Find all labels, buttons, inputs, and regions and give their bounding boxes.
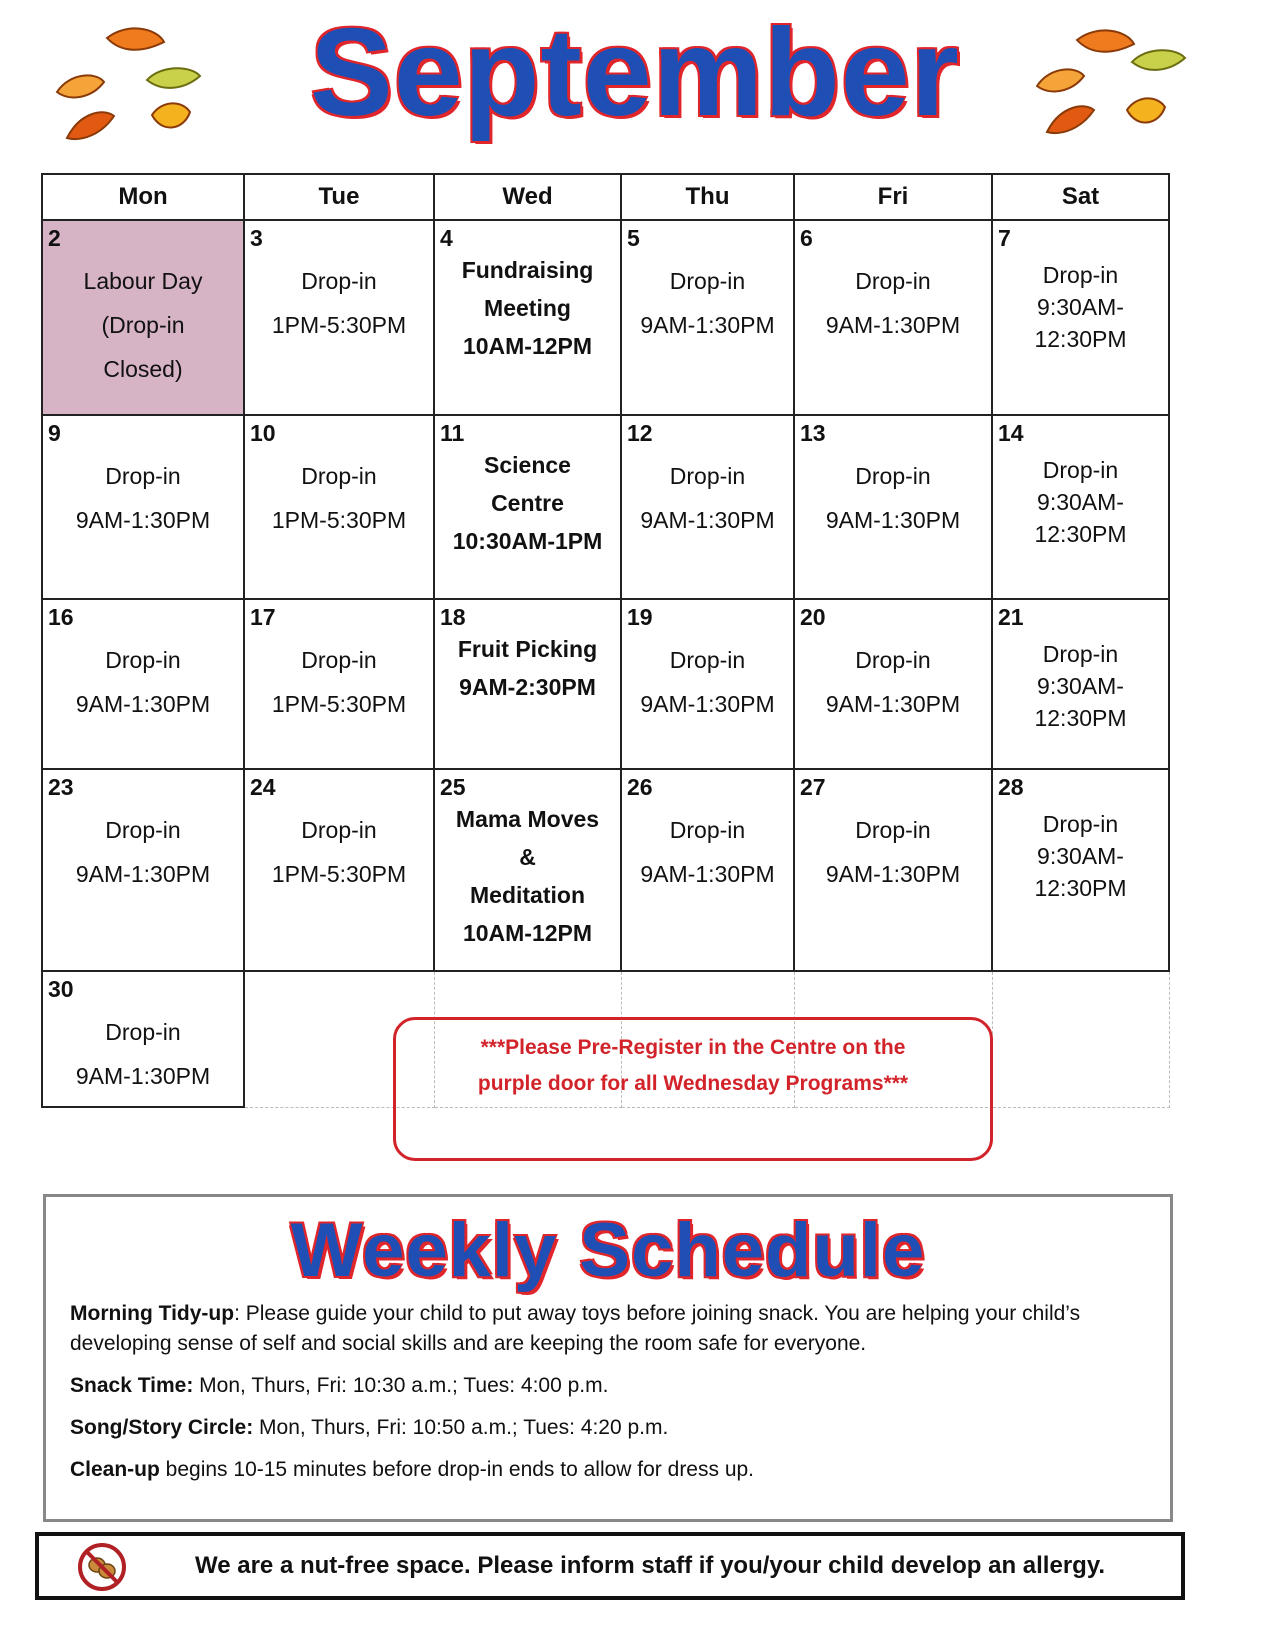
header-sat: Sat [992,174,1169,220]
nut-free-banner [35,1532,1185,1600]
event-line: Fruit Picking [457,636,598,662]
day-event [435,446,620,560]
header-fri: Fri [794,174,992,220]
schedule-item [70,1371,1146,1401]
day-number: 17 [250,604,276,630]
event-line: 9AM-1:30PM [825,691,961,717]
event-line: & [519,844,536,870]
day-number: 2 [48,225,61,251]
day-number: 9 [48,420,61,446]
calendar-week-row [42,220,1169,415]
event-line: Drop-in [855,268,931,294]
event-line: Closed) [103,356,183,382]
calendar-empty-cell [992,971,1169,1107]
event-line: Science [484,452,571,478]
event-line: 9:30AM-12:30PM [1034,843,1127,901]
day-event [993,800,1168,904]
note-line-1: ***Please Pre-Register in the Centre on the [480,1036,906,1059]
event-line: (Drop-in [101,312,185,338]
calendar-week-row [42,769,1169,971]
day-event [245,251,433,347]
schedule-item [70,1455,1146,1485]
day-number: 24 [250,774,276,800]
calendar-day-cell [621,769,794,971]
calendar-day-cell [42,599,244,769]
event-line: Drop-in [855,817,931,843]
header-mon: Mon [42,174,244,220]
event-line: 10AM-12PM [462,333,593,359]
day-number: 10 [250,420,276,446]
day-number: 19 [627,604,653,630]
event-line: 1PM-5:30PM [271,861,407,887]
day-number: 27 [800,774,826,800]
day-event [435,800,620,952]
day-number: 25 [440,774,466,800]
day-number: 5 [627,225,640,251]
calendar-day-cell [244,769,434,971]
day-number: 21 [998,604,1024,630]
calendar-week-row [42,599,1169,769]
day-event [245,800,433,896]
day-number: 16 [48,604,74,630]
calendar-day-cell [42,415,244,599]
event-line: 9AM-1:30PM [825,507,961,533]
calendar-day-cell [434,220,621,415]
header-thu: Thu [621,174,794,220]
event-line: Drop-in [855,463,931,489]
day-number: 6 [800,225,813,251]
calendar-day-cell [434,769,621,971]
event-line: 9AM-1:30PM [75,691,211,717]
schedule-item [70,1299,1146,1359]
event-line: Drop-in [301,463,377,489]
calendar-day-cell [434,415,621,599]
calendar-day-cell [42,971,244,1107]
event-line: Centre [491,490,564,516]
header-tue: Tue [244,174,434,220]
event-line: Meditation [470,882,585,908]
calendar-day-cell [621,220,794,415]
event-line: 9:30AM-12:30PM [1034,294,1127,352]
day-event [245,446,433,542]
day-event [435,630,620,706]
day-event [622,800,793,896]
calendar-day-cell [794,769,992,971]
event-line: 1PM-5:30PM [271,312,407,338]
event-line: 9AM-1:30PM [825,312,961,338]
day-event [622,251,793,347]
day-event [622,446,793,542]
calendar-day-cell [244,415,434,599]
calendar-day-cell [621,415,794,599]
schedule-item-label: Clean-up [70,1458,160,1481]
calendar-day-cell [992,599,1169,769]
day-event [795,251,991,347]
event-line: 9AM-1:30PM [640,312,775,338]
day-event [622,630,793,726]
event-line: 9:30AM-12:30PM [1034,489,1127,547]
calendar-day-cell [992,769,1169,971]
event-line: Drop-in [669,817,746,843]
day-event [993,630,1168,734]
day-event [795,630,991,726]
schedule-item-label: Song/Story Circle: [70,1416,254,1439]
event-line: Drop-in [1042,262,1119,288]
schedule-item-label: Snack Time: [70,1374,194,1397]
event-line: Drop-in [1042,811,1119,837]
schedule-item-text: Mon, Thurs, Fri: 10:50 a.m.; Tues: 4:20 p.m. [253,1416,669,1439]
day-number: 26 [627,774,653,800]
header-wed: Wed [434,174,621,220]
day-event [435,251,620,365]
day-number: 11 [440,420,465,446]
day-number: 3 [250,225,263,251]
day-event [993,251,1168,355]
day-event [245,630,433,726]
day-event [43,251,243,391]
event-line: Drop-in [669,647,746,673]
calendar-day-cell [992,415,1169,599]
nut-free-text: We are a nut-free space. Please inform staff if you/your child develop an allergy. [195,1552,1106,1579]
day-number: 4 [440,225,453,251]
calendar-header-row [42,174,1169,220]
event-line: Drop-in [1042,457,1119,483]
day-number: 7 [998,225,1011,251]
day-event [43,446,243,542]
event-line: 9AM-1:30PM [825,861,961,887]
calendar-day-cell [42,769,244,971]
event-line: 1PM-5:30PM [271,691,407,717]
day-number: 30 [48,976,74,1002]
event-line: Drop-in [855,647,931,673]
day-number: 28 [998,774,1024,800]
day-event [993,446,1168,550]
event-line: Drop-in [301,817,377,843]
day-number: 23 [48,774,74,800]
event-line: Drop-in [105,817,181,843]
calendar-table [41,173,1170,1108]
event-line: 1PM-5:30PM [271,507,407,533]
autumn-leaves-icon-left [52,20,222,150]
no-peanut-icon [77,1542,127,1592]
event-line: Drop-in [301,268,377,294]
event-line: 9AM-1:30PM [640,691,775,717]
event-line: Drop-in [669,268,746,294]
event-line: 9AM-2:30PM [459,674,596,700]
event-line: Drop-in [105,1019,181,1045]
calendar-day-cell [794,415,992,599]
event-line: Drop-in [105,463,181,489]
day-number: 13 [800,420,826,446]
event-line: Fundraising Meeting [461,257,594,321]
calendar-day-cell [434,599,621,769]
event-line: 9AM-1:30PM [75,861,211,887]
event-line: 9:30AM-12:30PM [1034,673,1127,731]
day-event [43,800,243,896]
calendar-day-cell [992,220,1169,415]
calendar-day-cell [794,599,992,769]
page-title: September [310,4,960,142]
schedule-item-label: Morning Tidy-up [70,1302,235,1325]
event-line: Drop-in [1042,641,1119,667]
day-number: 20 [800,604,826,630]
event-line: 9AM-1:30PM [75,1063,211,1089]
schedule-item [70,1413,1146,1443]
day-event [795,446,991,542]
note-line-2: purple door for all Wednesday Programs*** [477,1072,909,1095]
autumn-leaves-icon-right [1032,20,1202,150]
weekly-schedule-items [46,1295,1170,1485]
event-line: 9AM-1:30PM [640,861,775,887]
schedule-item-text: : Please guide your child to put away toys before joining snack. You are helping your child’s developing sense of self and social skills and are keeping the room safe for everyone. [70,1302,1081,1355]
day-event [43,1002,243,1098]
calendar-week-row [42,415,1169,599]
schedule-item-text: begins 10-15 minutes before drop-in ends to allow for dress up. [159,1458,755,1481]
calendar-day-cell [244,599,434,769]
calendar-day-cell [244,220,434,415]
event-line: Mama Moves [455,806,600,832]
event-line: 9AM-1:30PM [640,507,775,533]
weekly-schedule-box [43,1194,1173,1522]
schedule-item-text: Mon, Thurs, Fri: 10:30 a.m.; Tues: 4:00 p.m. [193,1374,609,1397]
weekly-schedule-title: Weekly Schedule [290,1208,926,1293]
day-event [43,630,243,726]
event-line: Drop-in [105,647,181,673]
calendar-day-cell [621,599,794,769]
calendar-day-cell [42,220,244,415]
pre-register-note [393,1017,993,1161]
day-number: 14 [998,420,1024,446]
event-line: Labour Day [83,268,203,294]
event-line: 10AM-12PM [462,920,593,946]
event-line: Drop-in [301,647,377,673]
day-number: 12 [627,420,653,446]
event-line: 10:30AM-1PM [452,528,603,554]
event-line: Drop-in [669,463,746,489]
calendar-day-cell [794,220,992,415]
event-line: 9AM-1:30PM [75,507,211,533]
day-number: 18 [440,604,466,630]
day-event [795,800,991,896]
